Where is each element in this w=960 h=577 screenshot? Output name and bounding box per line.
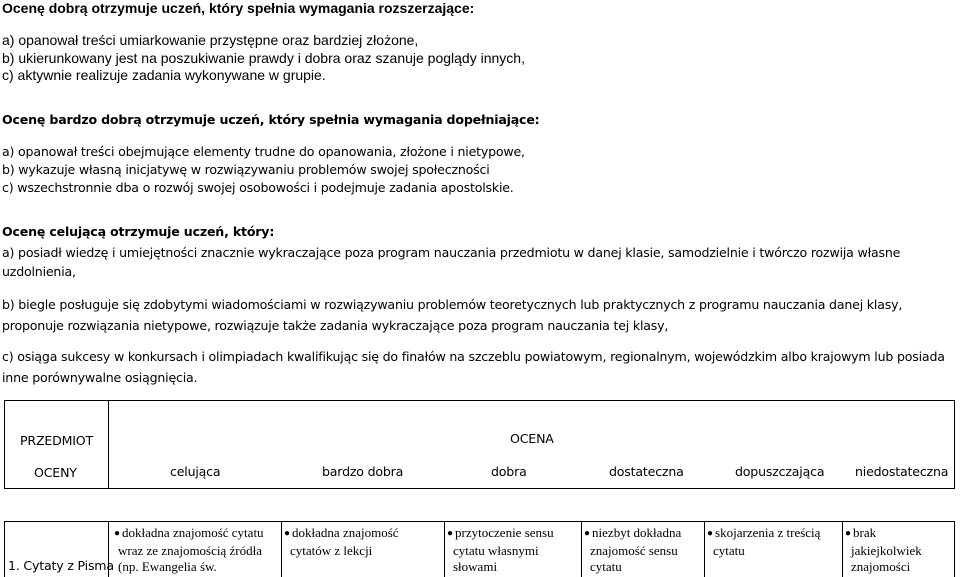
row1-bardzo-dobra-line1: ● dokładna znajomość (284, 525, 442, 543)
row1-niedostateczna-line1: ● brak (845, 525, 953, 543)
table-border-right-header (954, 400, 955, 488)
row1-dobra-line2: cytatu własnymi (453, 543, 539, 558)
row1-dobra-line3: słowami (453, 559, 498, 574)
table-row-divider-4 (581, 521, 582, 577)
row1-cell-dobra (447, 525, 579, 575)
section-excellent-b-line2: proponuje rozwiązania nietypowe, rozwiązuje także zadania wykraczające poza program nauczania tej klasy, (2, 318, 669, 333)
row1-bardzo-dobra-line2: cytatów z lekcji (290, 543, 373, 558)
table-border-left-header (4, 400, 5, 488)
row1-niedostateczna-line3: znajomości (851, 559, 911, 574)
table-row-divider-2 (281, 521, 282, 577)
subject-header-line2: OCENY (34, 465, 77, 480)
section-excellent-heading: Ocenę celującą otrzymuje uczeń, który: (2, 224, 275, 239)
row1-dostateczna-line3: cytatu (590, 559, 622, 574)
section-excellent-c-line2: inne porównywalne osiągnięcia. (2, 370, 198, 385)
row1-dostateczna-line1: ● niezbyt dokładna (584, 525, 702, 543)
row1-subject: 1. Cytaty z Pisma (8, 558, 114, 573)
table-row-divider-6 (842, 521, 843, 577)
row1-celujaca-line3: (np. Ewangelia św. (118, 559, 217, 574)
grade-header-bardzo-dobra: bardzo dobra (322, 464, 404, 479)
section-good-heading: Ocenę dobrą otrzymuje uczeń, który spełnia wymagania rozszerzające: (2, 0, 475, 16)
table-row-right (954, 521, 955, 577)
row1-dobra-line1: ● przytoczenie sensu (447, 525, 579, 543)
section-excellent-c-line1: c) osiąga sukcesy w konkursach i olimpiadach kwalifikując się do finałów na szczeblu powiatowym, regionalnym, wojewódzkim albo krajowym lub posiada (2, 349, 945, 364)
table-row-left (4, 521, 5, 577)
table-row-divider-5 (704, 521, 705, 577)
grade-header-dostateczna: dostateczna (609, 464, 684, 479)
section-very-good-item-a: a) opanował treści obejmujące elementy trudne do opanowania, złożone i nietypowe, (2, 144, 525, 159)
row1-cell-dopuszczajaca (707, 525, 840, 559)
section-good-item-a: a) opanował treści umiarkowanie przystępne oraz bardziej złożone, (2, 32, 419, 48)
row1-dopuszczajaca-line1: ● skojarzenia z treścią (707, 525, 840, 543)
row1-cell-dostateczna (584, 525, 702, 575)
section-excellent-a-line2: uzdolnienia, (2, 264, 76, 279)
row1-dopuszczajaca-line2: cytatu (713, 543, 745, 558)
grade-header: OCENA (510, 431, 554, 446)
section-very-good-item-c: c) wszechstronnie dba o rozwój swojej osobowości i podejmuje zadania apostolskie. (2, 180, 514, 195)
table-row-top (4, 521, 955, 522)
row1-celujaca-line2: wraz ze znajomością źródła (118, 543, 263, 558)
section-good-item-c: c) aktywnie realizuje zadania wykonywane w grupie. (2, 67, 326, 83)
row1-cell-celujaca (114, 525, 280, 575)
row1-cell-niedostateczna (845, 525, 953, 575)
row1-cell-bardzo-dobra (284, 525, 442, 559)
grade-header-dobra: dobra (491, 464, 527, 479)
row1-celujaca-line1: ● dokładna znajomość cytatu (114, 525, 280, 543)
subject-header-line1: PRZEDMIOT (20, 433, 94, 448)
row1-dostateczna-line2: znajomość sensu (590, 543, 678, 558)
section-good-item-b: b) ukierunkowany jest na poszukiwanie prawdy i dobra oraz szanuje poglądy innych, (2, 50, 525, 66)
grade-header-dopuszczajaca: dopuszczająca (735, 464, 825, 479)
section-very-good-item-b: b) wykazuje własną inicjatywę w rozwiązywaniu problemów swojej społeczności (2, 162, 490, 177)
grade-header-niedostateczna: niedostateczna (855, 464, 949, 479)
table-border-top (4, 400, 955, 401)
section-very-good-heading: Ocenę bardzo dobrą otrzymuje uczeń, który spełnia wymagania dopełniające: (2, 112, 540, 127)
table-row-divider-3 (444, 521, 445, 577)
row1-niedostateczna-line2: jakiejkolwiek (851, 543, 922, 558)
grade-header-celujaca: celująca (170, 464, 221, 479)
section-excellent-a-line1: a) posiadł wiedzę i umiejętności znacznie wykraczające poza program nauczania przedmiotu w danej klasie, samodzielnie i twórczo rozwija własne (2, 245, 901, 260)
grading-table (4, 400, 955, 577)
table-subject-divider (108, 400, 109, 488)
table-header-bottom (4, 488, 955, 489)
section-excellent-b-line1: b) biegle posługuje się zdobytymi wiadomościami w rozwiązywaniu problemów teoretycznych lub praktycznych z programu nauczania danej klasy, (2, 297, 903, 312)
